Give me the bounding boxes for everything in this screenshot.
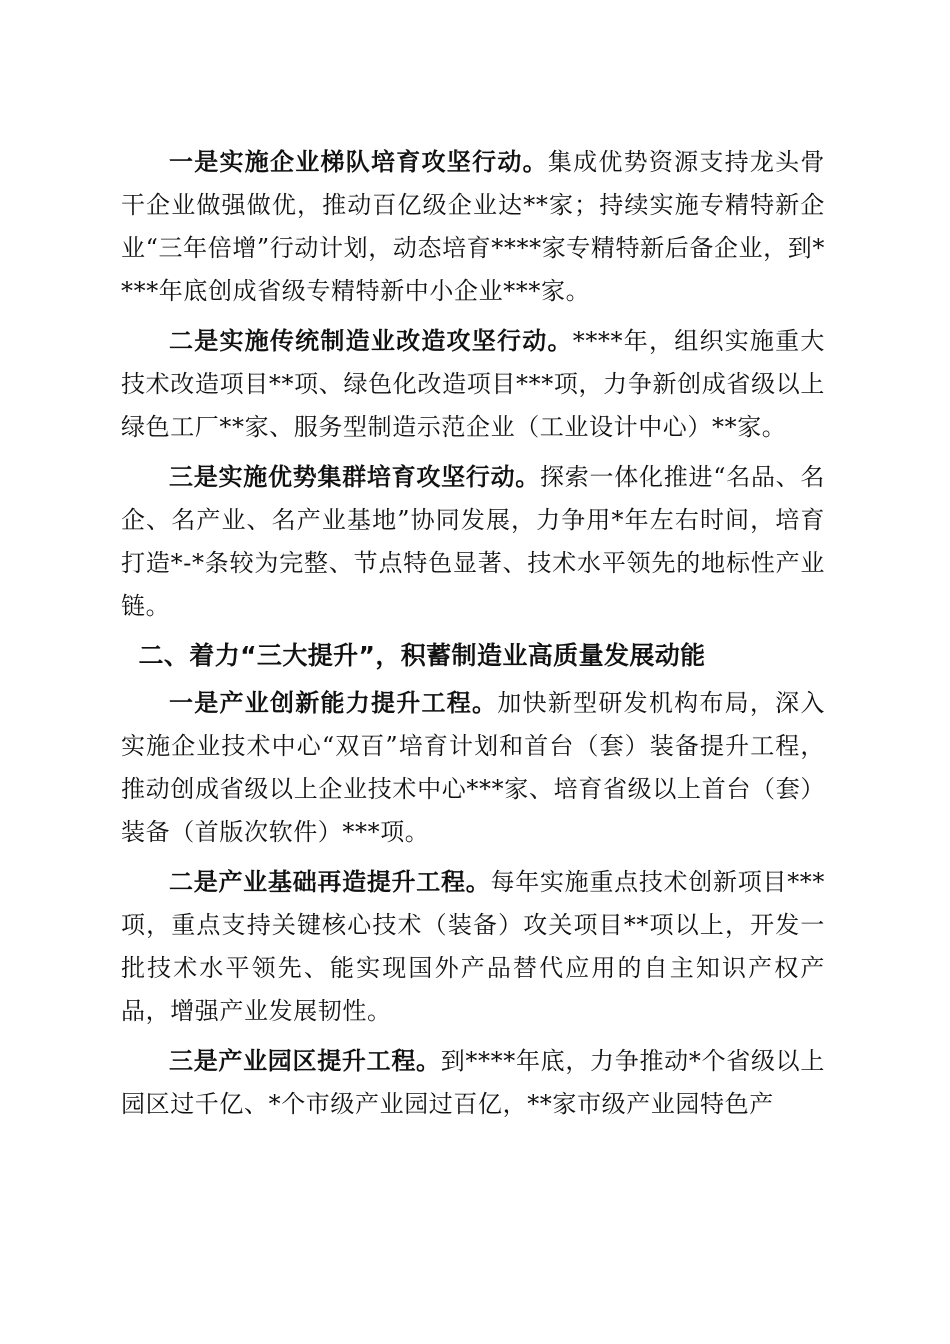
paragraph-cluster-cultivation: [121, 455, 825, 628]
paragraph-lead: 二是实施传统制造业改造攻坚行动。: [169, 326, 573, 355]
paragraph-text: 到****年底，力争推动*个省级以上园区过千亿、*个市级产业园过百亿，**家市级产业园特色产: [121, 1047, 825, 1118]
paragraph-industrial-park: [121, 1039, 825, 1126]
paragraph-text: ****年，组织实施重大技术改造项目**项、绿色化改造项目***项，力争新创成省级以上绿色工厂**家、服务型制造示范企业（工业设计中心）**家。: [121, 327, 825, 441]
paragraph-text: 每年实施重点技术创新项目***项，重点支持关键核心技术（装备）攻关项目**项以上，开发一批技术水平领先、能实现国外产品替代应用的自主知识产权产品，增强产业发展韧性。: [121, 868, 825, 1025]
paragraph-lead: 三是实施优势集群培育攻坚行动。: [169, 462, 541, 491]
document-body: [121, 140, 825, 1126]
paragraph-lead: 三是产业园区提升工程。: [169, 1046, 441, 1075]
paragraph-lead: 一是产业创新能力提升工程。: [169, 688, 498, 717]
section-heading: 二、着力“三大提升”，积蓄制造业高质量发展动能: [138, 641, 706, 670]
paragraph-text: 探索一体化推进“名品、名企、名产业、名产业基地”协同发展，力争用*年左右时间，培育打造*-*条较为完整、节点特色显著、技术水平领先的地标性产业链。: [121, 463, 826, 620]
paragraph-innovation-capability: [121, 681, 825, 854]
paragraph-text: 加快新型研发机构布局，深入实施企业技术中心“双百”培育计划和首台（套）装备提升工程，推动创成省级以上企业技术中心***家、培育省级以上首台（套）装备（首版次软件）***项。: [121, 689, 825, 846]
paragraph-industrial-foundation: [121, 860, 825, 1033]
paragraph-enterprise-cultivation: [121, 140, 825, 313]
paragraph-traditional-manufacturing: [121, 319, 825, 449]
paragraph-lead: 一是实施企业梯队培育攻坚行动。: [169, 147, 548, 176]
paragraph-text: 集成优势资源支持龙头骨干企业做强做优，推动百亿级企业达**家；持续实施专精特新企业“三年倍增”行动计划，动态培育****家专精特新后备企业，到****年底创成省级专精特新中小企业***家。: [121, 148, 825, 305]
paragraph-lead: 二是产业基础再造提升工程。: [169, 867, 491, 896]
